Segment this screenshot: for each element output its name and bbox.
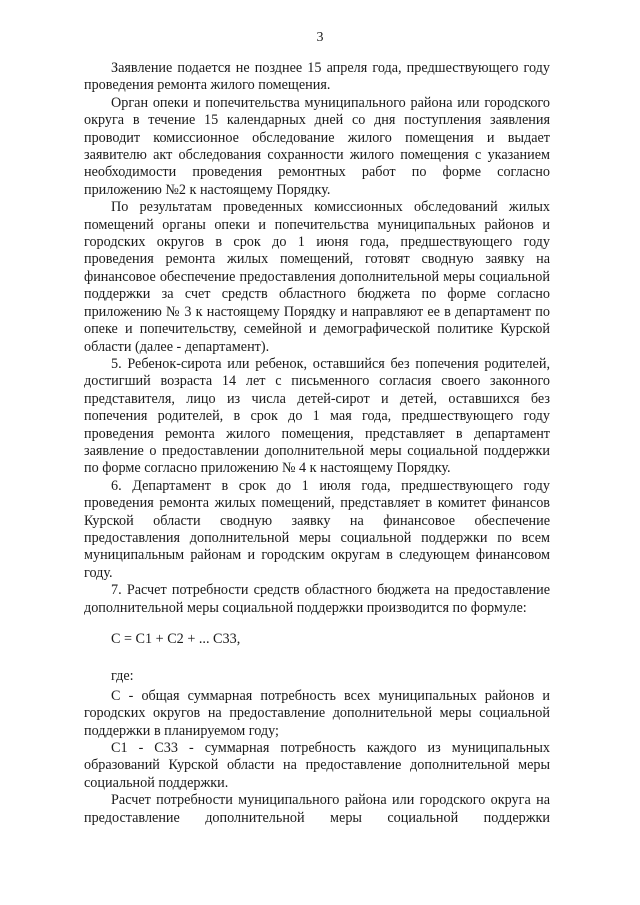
paragraph-calculation-start: Расчет потребности муниципального района или городского округа на предоставление дополнительной меры социальной поддержки xyxy=(84,792,550,826)
paragraph-item-7: 7. Расчет потребности средств областного бюджета на предоставление дополнительной меры социальной поддержки производится по формуле: xyxy=(84,582,550,616)
formula: С = С1 + С2 + ... С33, xyxy=(111,631,241,647)
paragraph-guardianship-inspection: Орган опеки и попечительства муниципального района или городского округа в течение 15 календарных дней со дня поступления заявления проводит комиссионное обследование жилого помещения и выдает заявителю акт обследования сохранности жилого помещения с указанием необходимости проведения ремонтных работ по форме согласно приложению №2 к настоящему Порядку. xyxy=(84,94,550,198)
definition-c1-c33: С1 - С33 - суммарная потребность каждого из муниципальных образований Курской области на предоставление дополнительной меры социальной поддержки. xyxy=(84,740,550,791)
definition-c: С - общая суммарная потребность всех муниципальных районов и городских округов на предоставление дополнительной меры социальной поддержки в планируемом году; xyxy=(84,687,550,739)
page-number: 3 xyxy=(316,30,324,45)
paragraph-item-5: 5. Ребенок-сирота или ребенок, оставшийся без попечения родителей, достигший возраста 14 лет с письменного согласия своего законного представителя, лицо из числа детей-сирот и детей, оставшихся без попечения родителей, в срок до 1 мая года, предшествующего году проведения ремонта жилого помещения, представляет в департамент заявление о предоставлении дополнительной меры социальной поддержки по форме согласно приложению № 4 к настоящему Порядку. xyxy=(84,355,550,477)
paragraph-application-deadline: Заявление подается не позднее 15 апреля года, предшествующего году проведения ремонта жилого помещения. xyxy=(84,60,550,94)
document-body xyxy=(84,60,550,827)
where-label: где: xyxy=(111,668,134,685)
paragraph-item-6: 6. Департамент в срок до 1 июля года, предшествующего году проведения ремонта жилых помещений, представляет в комитет финансов Курской области сводную заявку на финансовое обеспечение предоставления дополнительной меры социальной поддержки по всем муниципальным районам и городским округам в следующем финансовом году. xyxy=(84,477,550,581)
paragraph-consolidated-request: По результатам проведенных комиссионных обследований жилых помещений органы опеки и попечительства муниципальных районов и городских округов в срок до 1 июня года, предшествующего году проведения ремонта жилых помещений, готовят сводную заявку на финансовое обеспечение предоставления дополнительной меры социальной поддержки за счет средств областного бюджета по форме согласно приложению № 3 к настоящему Порядку и направляют ее в департамент по опеке и попечительству, семейной и демографической политике Курской области (далее - департамент). xyxy=(84,199,550,355)
